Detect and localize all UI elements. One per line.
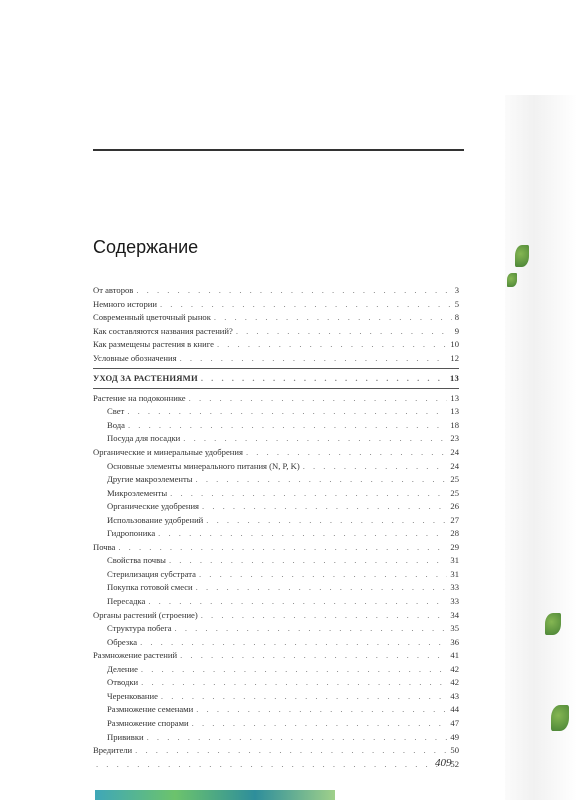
dot-leader	[118, 541, 447, 555]
toc-entry-page: 28	[450, 528, 459, 539]
toc-entry-label: Деление	[107, 663, 138, 674]
toc-entry	[93, 636, 459, 650]
toc-entry-label: Как размещены растения в книге	[93, 339, 214, 350]
toc-entry-label: Размножение спорами	[107, 717, 189, 728]
toc-entry	[93, 460, 459, 474]
toc-entry	[93, 622, 459, 636]
toc-entry-label: Пересадка	[107, 596, 146, 607]
dot-leader	[183, 432, 447, 446]
toc-entry-label: Органические удобрения	[107, 501, 200, 512]
dot-leader	[158, 527, 447, 541]
toc-entry-label: Органы растений (строение)	[93, 609, 198, 620]
dot-leader	[128, 419, 447, 433]
toc-entry-label: Гидропоника	[107, 528, 156, 539]
dot-leader	[199, 568, 447, 582]
toc-entry-page: 50	[450, 745, 459, 756]
toc-entry	[93, 703, 459, 717]
dot-leader	[202, 500, 447, 514]
header-rule	[93, 149, 464, 151]
toc-entry-page: 29	[450, 541, 459, 552]
toc-entry-page: 13	[450, 373, 459, 384]
dot-leader	[196, 473, 448, 487]
toc-entry	[93, 717, 459, 731]
toc-entry-label: Вода	[107, 419, 125, 430]
toc-entry-label: Прививки	[107, 731, 144, 742]
dot-leader	[160, 298, 452, 312]
toc-entry-label: Вредители	[93, 745, 133, 756]
toc-entry	[93, 744, 459, 758]
section-divider	[93, 388, 459, 389]
toc-entry-page: 33	[450, 582, 459, 593]
dot-leader	[189, 392, 448, 406]
toc-entry	[93, 527, 459, 541]
toc-entry	[93, 690, 459, 704]
dot-leader	[236, 325, 452, 339]
toc-entry	[93, 446, 459, 460]
toc-entry-page: 23	[450, 433, 459, 444]
toc-entry-label: Основные элементы минерального питания (N, P, K)	[107, 460, 300, 471]
toc-entry-label: Структура побега	[107, 623, 172, 634]
toc-entry	[93, 554, 459, 568]
toc-entry	[93, 514, 459, 528]
toc-entry	[93, 473, 459, 487]
plant-photo-fragment	[507, 273, 517, 287]
toc-entry	[93, 581, 459, 595]
toc-entry-page: 31	[450, 555, 459, 566]
toc-entry-page: 47	[450, 717, 459, 728]
dot-leader	[148, 595, 447, 609]
toc-entry-label: Обрезка	[107, 636, 138, 647]
toc-entry-page: 44	[450, 704, 459, 715]
toc-entry-page: 25	[450, 487, 459, 498]
toc-entry-page: 9	[454, 325, 459, 336]
toc-entry	[93, 352, 459, 366]
toc-entry-label: Покупка готовой смеси	[107, 582, 193, 593]
toc-entry-page: 52	[450, 758, 459, 769]
page-edge-shadow	[505, 95, 577, 800]
cover-image-strip	[95, 790, 335, 800]
toc-entry-label: Другие макроэлементы	[107, 474, 193, 485]
dot-leader	[135, 744, 447, 758]
dot-leader	[180, 649, 447, 663]
toc-entry-page: 18	[450, 419, 459, 430]
toc-entry	[93, 663, 459, 677]
toc-entry	[93, 568, 459, 582]
toc-entry-page: 33	[450, 596, 459, 607]
dot-leader	[127, 405, 447, 419]
toc-entry	[93, 487, 459, 501]
toc-entry-label: УХОД ЗА РАСТЕНИЯМИ	[93, 373, 198, 384]
toc-entry	[93, 392, 459, 406]
toc-entry	[93, 372, 459, 386]
toc-entry-page: 35	[450, 623, 459, 634]
toc-entry-label: Как составляются названия растений?	[93, 325, 233, 336]
toc-entry	[93, 609, 459, 623]
toc-entry-label: Черенкование	[107, 690, 158, 701]
dot-leader	[206, 514, 447, 528]
dot-leader	[175, 622, 448, 636]
toc-entry-page: 42	[450, 663, 459, 674]
section-divider	[93, 368, 459, 369]
toc-entry	[93, 284, 459, 298]
toc-entry-label: Растение на подоконнике	[93, 392, 186, 403]
toc-entry-label: Размножение семенами	[107, 704, 194, 715]
toc-entry	[93, 500, 459, 514]
toc-entry-page: 42	[450, 677, 459, 688]
toc-entry-label: Органические и минеральные удобрения	[93, 447, 243, 458]
table-of-contents	[93, 284, 459, 771]
toc-entry-page: 36	[450, 636, 459, 647]
toc-entry	[93, 541, 459, 555]
dot-leader	[201, 609, 448, 623]
dot-leader	[147, 731, 448, 745]
toc-entry-page: 13	[450, 406, 459, 417]
plant-photo-fragment	[551, 705, 569, 731]
toc-entry	[93, 419, 459, 433]
dot-leader	[170, 487, 447, 501]
toc-entry	[93, 432, 459, 446]
plant-photo-fragment	[515, 245, 529, 267]
toc-entry	[93, 595, 459, 609]
dot-leader	[217, 338, 447, 352]
toc-entry	[93, 676, 459, 690]
toc-entry-page: 43	[450, 690, 459, 701]
dot-leader	[303, 460, 448, 474]
toc-entry-page: 13	[450, 392, 459, 403]
toc-entry-label: Размножение растений	[93, 650, 178, 661]
toc-entry	[93, 311, 459, 325]
dot-leader	[196, 581, 448, 595]
toc-entry-label: Стерилизация субстрата	[107, 568, 196, 579]
dot-leader	[161, 690, 447, 704]
page-number: 409	[435, 757, 452, 769]
dot-leader	[136, 284, 451, 298]
dot-leader	[201, 372, 447, 386]
dot-leader	[214, 311, 452, 325]
toc-entry-page: 27	[450, 514, 459, 525]
toc-entry-label: Свет	[107, 406, 125, 417]
plant-photo-fragment	[545, 613, 561, 635]
toc-entry-page: 41	[450, 650, 459, 661]
toc-entry	[93, 325, 459, 339]
toc-entry-label: От авторов	[93, 285, 134, 295]
dot-leader	[141, 663, 448, 677]
toc-entry-page: 34	[450, 609, 459, 620]
dot-leader	[196, 703, 447, 717]
toc-entry	[93, 338, 459, 352]
toc-entry-page: 24	[450, 447, 459, 458]
dot-leader	[192, 717, 448, 731]
toc-entry-page: 8	[454, 312, 459, 323]
toc-entry-label: Современный цветочный рынок	[93, 312, 211, 323]
dot-leader	[169, 554, 447, 568]
toc-entry-page: 5	[454, 298, 459, 309]
toc-entry-label: Свойства почвы	[107, 555, 166, 566]
dot-leader	[141, 676, 447, 690]
toc-entry-page: 24	[450, 460, 459, 471]
dot-leader	[246, 446, 447, 460]
toc-entry-label: Условные обозначения	[93, 352, 177, 363]
dot-leader	[140, 636, 447, 650]
page-title: Содержание	[93, 237, 199, 257]
toc-entry-label: Отводки	[107, 677, 139, 688]
toc-entry-page: 12	[450, 352, 459, 363]
toc-entry-page: 25	[450, 474, 459, 485]
toc-entry	[93, 405, 459, 419]
toc-entry-label: Микроэлементы	[107, 487, 168, 498]
toc-entry	[93, 758, 459, 772]
toc-entry-label: Использование удобрений	[107, 514, 204, 525]
toc-entry-page: 49	[450, 731, 459, 742]
toc-entry-page: 10	[450, 339, 459, 350]
toc-entry-label: Немного истории	[93, 298, 157, 309]
toc-entry-page: 26	[450, 501, 459, 512]
toc-entry-page: 31	[450, 568, 459, 579]
toc-entry-label: Посуда для посадки	[107, 433, 181, 444]
dot-leader	[96, 758, 447, 772]
toc-entry	[93, 649, 459, 663]
dot-leader	[180, 352, 448, 366]
toc-entry	[93, 731, 459, 745]
toc-entry-page: 3	[454, 285, 459, 295]
toc-entry	[93, 298, 459, 312]
toc-entry-label: Почва	[93, 541, 116, 552]
